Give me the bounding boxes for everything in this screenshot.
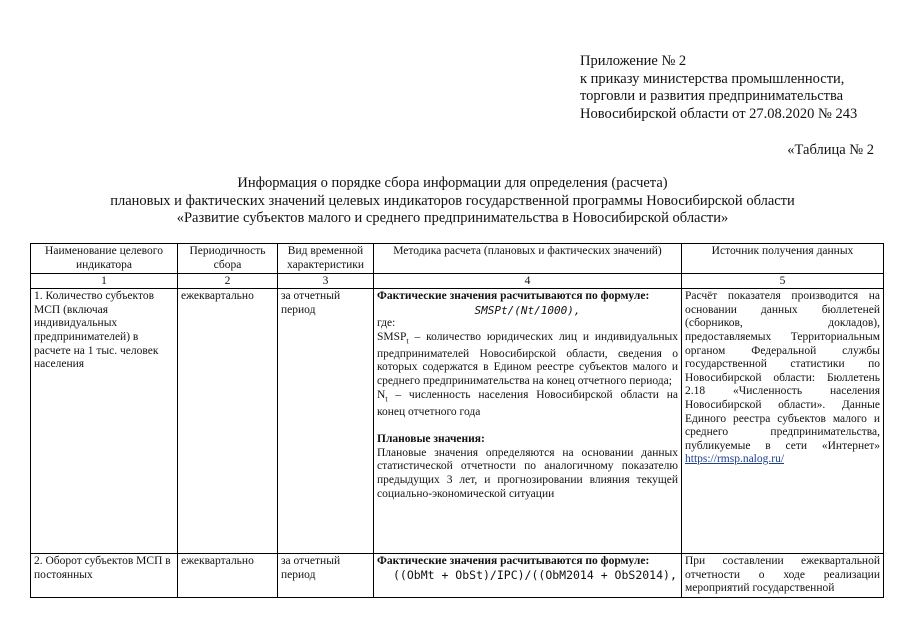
appendix-line: Новосибирской области от 27.08.2020 № 243	[580, 105, 858, 122]
smsp-definition	[377, 331, 678, 389]
column-number: 2	[178, 274, 278, 289]
header-cell: Методика расчета (плановых и фактических значений)	[374, 244, 682, 274]
calculation-method	[374, 554, 682, 598]
appendix-header	[580, 53, 857, 123]
document-title	[0, 175, 905, 228]
calculation-method	[374, 289, 682, 554]
table-header-row	[31, 244, 884, 274]
data-source: При составлении ежеквартальной отчетности о ходе реализации мероприятий государственной	[682, 554, 884, 598]
table-row	[31, 554, 884, 598]
table-reference: «Таблица № 2	[787, 142, 874, 158]
symbol: SMSP	[377, 330, 407, 343]
column-number: 3	[278, 274, 374, 289]
appendix-line: торговли и развития предпринимательства	[580, 88, 844, 104]
column-number: 5	[682, 274, 884, 289]
time-characteristic: за отчетный период	[278, 554, 374, 598]
source-link[interactable]: https://rmsp.nalog.ru/	[685, 453, 785, 466]
subscript: t	[385, 393, 388, 403]
header-cell: Вид временной характеристики	[278, 244, 374, 274]
formula: ((ObMt + ObSt)/IPC)/((ObM2014 + ObS2014),	[393, 567, 677, 582]
formula: SMSPt/(Nt/1000),	[474, 303, 581, 317]
n-definition	[377, 389, 678, 419]
collection-period: ежеквартально	[178, 554, 278, 598]
fact-heading: Фактические значения расчитываются по формуле:	[377, 290, 650, 303]
column-number: 4	[374, 274, 682, 289]
header-cell: Периодичность сбора	[178, 244, 278, 274]
title-line: плановых и фактических значений целевых индикаторов государственной программы Новосибирской области	[110, 192, 795, 209]
indicator-name: 1. Количество субъектов МСП (включая индивидуальных предпринимателей) в расчете на 1 тыс. человек населения	[31, 289, 178, 554]
column-number: 1	[31, 274, 178, 289]
subscript: t	[406, 336, 409, 346]
title-line: «Развитие субъектов малого и среднего предпринимательства в Новосибирской области»	[176, 210, 729, 226]
indicators-table	[30, 243, 884, 598]
header-cell: Наименование целевого индикатора	[31, 244, 178, 274]
header-cell: Источник получения данных	[682, 244, 884, 274]
collection-period: ежеквартально	[178, 289, 278, 554]
appendix-line: Приложение № 2	[580, 53, 687, 69]
column-number-row	[31, 274, 884, 289]
fact-heading: Фактические значения расчитываются по формуле:	[377, 555, 650, 568]
appendix-line: к приказу министерства промышленности,	[580, 70, 845, 87]
source-text: Расчёт показателя производится на основании данных бюллетеней (сборников, докладов), предоставляемых Территориальным органом Федеральной службы государственной статистики по Новосибирской области: Бюллетень 2.18 «Численность населения Новосибирской области». Данные Единого реестра субъектов малого и среднего предпринимательства, публикуемые в сети «Интернет»	[685, 290, 880, 452]
symbol: N	[377, 388, 386, 401]
time-characteristic: за отчетный период	[278, 289, 374, 554]
where-label: где:	[377, 317, 396, 330]
data-source	[682, 289, 884, 554]
indicator-name: 2. Оборот субъектов МСП в постоянных	[31, 554, 178, 598]
table-row	[31, 289, 884, 554]
plan-text: Плановые значения определяются на основании данных статистической отчетности по аналогичному показателю предыдущих 3 лет, и прогнозировании влияния текущей социально-экономической ситуации	[377, 446, 678, 500]
definition-text: – численность населения Новосибирской области на конец отчетного года	[377, 388, 678, 418]
title-line: Информация о порядке сбора информации для определения (расчета)	[237, 175, 668, 191]
definition-text: – количество юридических лиц и индивидуальных предпринимателей Новосибирской области, сведения о которых содержатся в Едином реестре субъектов малого и среднего предпринимательства на конец отчетного периода;	[377, 330, 678, 388]
plan-heading: Плановые значения:	[377, 433, 485, 446]
